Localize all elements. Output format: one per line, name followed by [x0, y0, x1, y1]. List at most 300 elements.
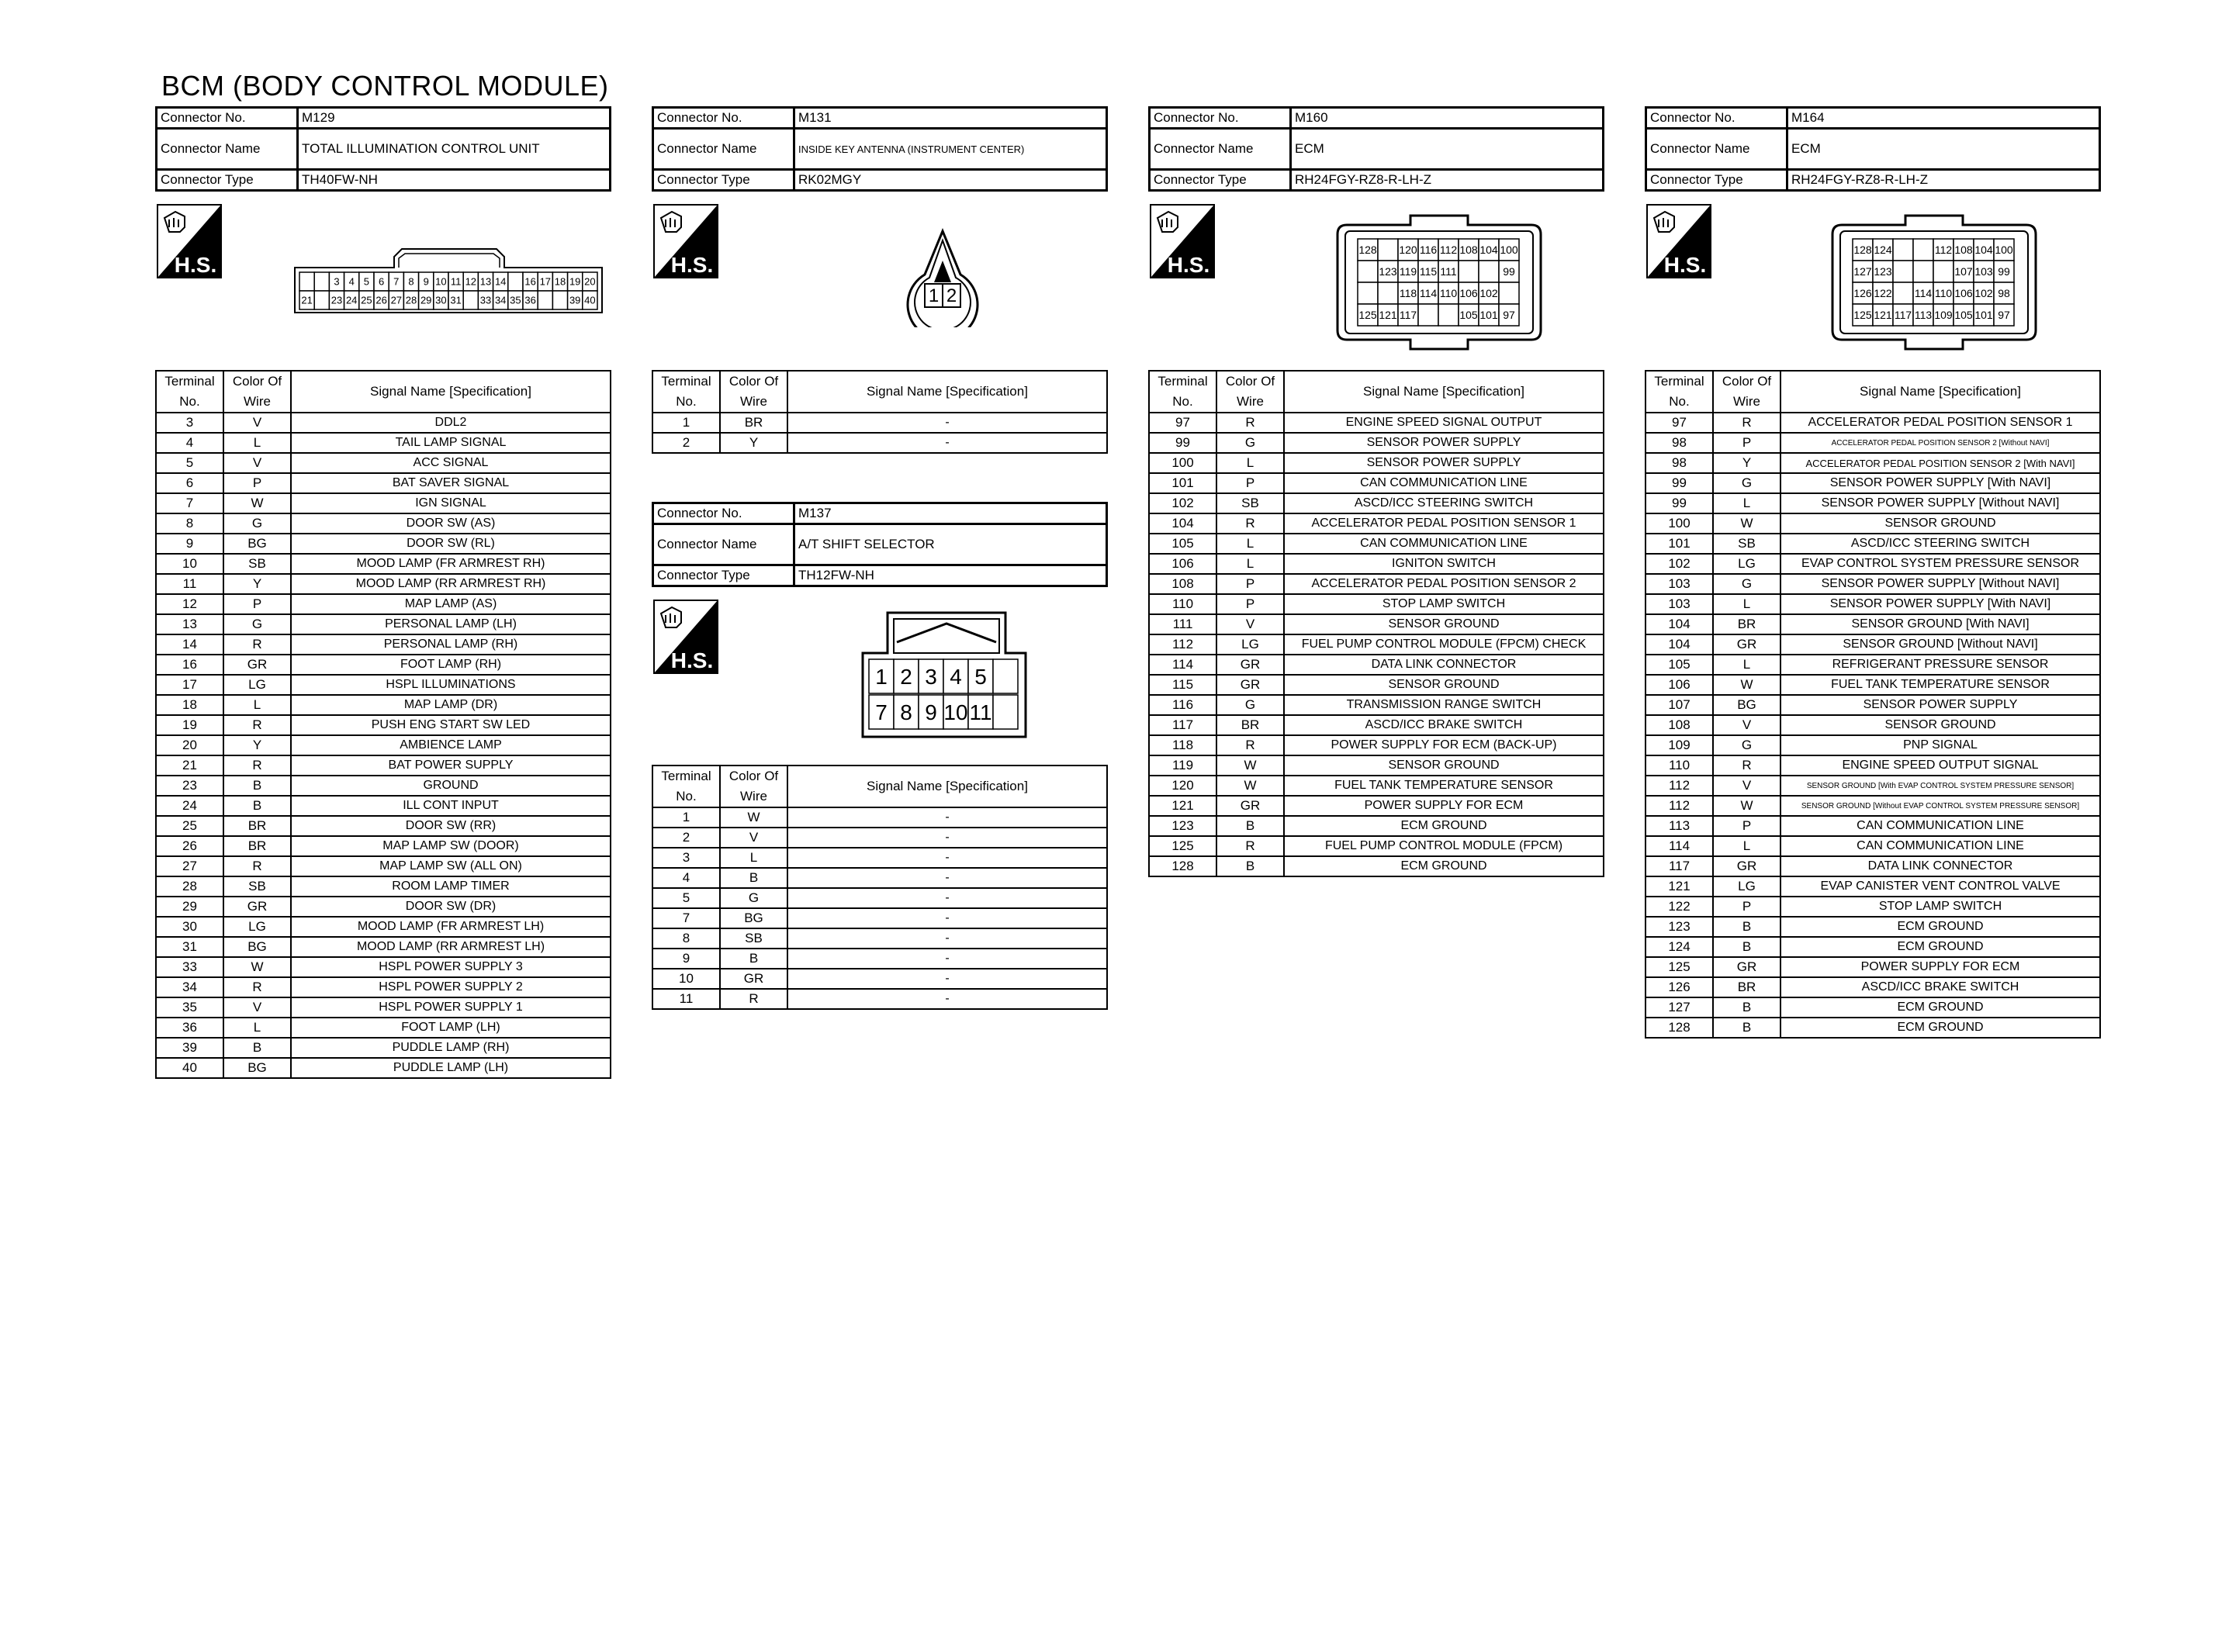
signal-name: MAP LAMP (AS) [291, 594, 611, 614]
table-row [156, 937, 611, 957]
table-row [156, 917, 611, 937]
wire-color: L [1216, 453, 1284, 473]
hs-label: H.S. [1663, 253, 1707, 277]
column-header-terminal: Terminal No. [652, 371, 720, 413]
signal-name: - [787, 888, 1107, 908]
terminal-no: 111 [1149, 614, 1216, 634]
connector-no-value: M164 [1787, 108, 2100, 129]
label-connector-no: Connector No. [157, 108, 298, 129]
cavity-label: 23 [330, 294, 343, 306]
label-connector-type: Connector Type [1150, 170, 1291, 191]
cavity [552, 291, 567, 309]
label-connector-no: Connector No. [1646, 108, 1787, 129]
terminal-no: 6 [156, 473, 223, 493]
cavity-label: 20 [584, 275, 596, 288]
label-connector-name: Connector Name [157, 129, 298, 170]
signal-name: - [787, 807, 1107, 828]
table-row [1646, 695, 2100, 715]
table-row [1149, 655, 1604, 675]
terminal-no: 125 [1149, 836, 1216, 856]
table-row [1646, 513, 2100, 534]
cavity [299, 272, 314, 291]
table-row [1149, 554, 1604, 574]
cavity-label: 40 [584, 294, 596, 306]
cavity [1893, 239, 1913, 261]
terminal-no: 8 [156, 513, 223, 534]
terminal-no: 107 [1646, 695, 1713, 715]
signal-name: PERSONAL LAMP (RH) [291, 634, 611, 655]
cavity-label: 105 [1459, 309, 1478, 322]
table-row [156, 433, 611, 453]
terminal-no: 115 [1149, 675, 1216, 695]
cavity-label: 110 [1439, 287, 1458, 300]
wire-color: BG [223, 534, 291, 554]
wire-color: W [1713, 513, 1780, 534]
signal-name: SENSOR POWER SUPPLY [With NAVI] [1780, 473, 2100, 493]
table-row [1646, 957, 2100, 977]
column-header-signal: Signal Name [Specification] [787, 371, 1107, 413]
cavity-label: 98 [1998, 287, 2010, 300]
terminal-no: 1 [652, 807, 720, 828]
cavity-label: 8 [408, 275, 414, 288]
cavity-label: 104 [1974, 244, 1993, 257]
column-header-terminal: Terminal No. [1646, 371, 1713, 413]
cavity-label: 101 [1974, 309, 1993, 322]
signal-name: CAN COMMUNICATION LINE [1780, 816, 2100, 836]
table-row [156, 554, 611, 574]
cavity-label: 100 [1995, 244, 2013, 257]
terminal-no: 17 [156, 675, 223, 695]
cavity-label: 124 [1874, 244, 1892, 257]
wire-color: BG [720, 908, 787, 928]
wire-color: L [1216, 554, 1284, 574]
table-row [1646, 796, 2100, 816]
table-row [1149, 594, 1604, 614]
cavity-label: 111 [1440, 265, 1457, 278]
terminal-no: 121 [1646, 876, 1713, 897]
signal-name: ASCD/ICC BRAKE SWITCH [1284, 715, 1604, 735]
table-row [1646, 977, 2100, 997]
signal-name: ENGINE SPEED OUTPUT SIGNAL [1780, 755, 2100, 776]
wire-color: GR [1713, 634, 1780, 655]
cavity [1913, 261, 1933, 282]
wire-color: GR [1216, 675, 1284, 695]
cavity-label: 112 [1934, 244, 1953, 257]
cavity [314, 272, 329, 291]
cavity-label: 12 [465, 275, 477, 288]
terminal-no: 127 [1646, 997, 1713, 1018]
terminal-no: 98 [1646, 453, 1713, 473]
table-row [1646, 534, 2100, 554]
signal-name: ECM GROUND [1780, 1018, 2100, 1038]
table-row [652, 807, 1107, 828]
signal-name: ACCELERATOR PEDAL POSITION SENSOR 2 [With NAVI] [1780, 453, 2100, 473]
harness-side-icon [653, 204, 718, 278]
cavity-label: 106 [1459, 287, 1478, 300]
cavity [1479, 261, 1499, 282]
table-row [1646, 634, 2100, 655]
wire-color: W [1216, 755, 1284, 776]
signal-name: MAP LAMP SW (ALL ON) [291, 856, 611, 876]
terminal-no: 100 [1149, 453, 1216, 473]
signal-name: HSPL POWER SUPPLY 3 [291, 957, 611, 977]
cavity-label: 114 [1914, 287, 1933, 300]
table-row [156, 695, 611, 715]
signal-name: EVAP CANISTER VENT CONTROL VALVE [1780, 876, 2100, 897]
signal-name: IGN SIGNAL [291, 493, 611, 513]
terminal-no: 120 [1149, 776, 1216, 796]
signal-name: STOP LAMP SWITCH [1284, 594, 1604, 614]
cavity-label: 100 [1500, 244, 1518, 257]
cavity-label: 126 [1853, 287, 1872, 300]
terminal-no: 36 [156, 1018, 223, 1038]
table-row [156, 997, 611, 1018]
table-row [1149, 695, 1604, 715]
cavity [993, 695, 1018, 729]
table-row [1646, 816, 2100, 836]
connector-header-m137 [652, 502, 1108, 587]
label-connector-type: Connector Type [653, 170, 794, 191]
wire-color: G [223, 513, 291, 534]
table-row [156, 776, 611, 796]
terminal-no: 110 [1646, 755, 1713, 776]
terminal-no: 104 [1149, 513, 1216, 534]
connector-name-value: ECM [1291, 129, 1604, 170]
wire-color: GR [1216, 655, 1284, 675]
signal-name: MAP LAMP (DR) [291, 695, 611, 715]
signal-name: DOOR SW (DR) [291, 897, 611, 917]
signal-name: ASCD/ICC STEERING SWITCH [1284, 493, 1604, 513]
cavity-label: 25 [361, 294, 372, 306]
signal-name: ACCELERATOR PEDAL POSITION SENSOR 1 [1780, 413, 2100, 433]
wire-color: G [1216, 695, 1284, 715]
signal-name: CAN COMMUNICATION LINE [1284, 534, 1604, 554]
column-header-signal: Signal Name [Specification] [1284, 371, 1604, 413]
signal-name: ENGINE SPEED SIGNAL OUTPUT [1284, 413, 1604, 433]
signal-name: SENSOR POWER SUPPLY [1780, 695, 2100, 715]
signal-name: DOOR SW (RR) [291, 816, 611, 836]
cavity [1913, 239, 1933, 261]
connector-type-value: RH24FGY-RZ8-R-LH-Z [1291, 170, 1604, 191]
wire-color: R [1713, 413, 1780, 433]
wire-color: BR [1713, 614, 1780, 634]
connector-type-value: RH24FGY-RZ8-R-LH-Z [1787, 170, 2100, 191]
table-row [156, 735, 611, 755]
cavity-label: 114 [1419, 287, 1438, 300]
terminal-no: 118 [1149, 735, 1216, 755]
signal-name: ASCD/ICC STEERING SWITCH [1780, 534, 2100, 554]
cavity-label: 104 [1479, 244, 1498, 257]
wire-color: R [223, 856, 291, 876]
signal-name: ECM GROUND [1284, 816, 1604, 836]
signal-name: - [787, 949, 1107, 969]
signal-name: ECM GROUND [1780, 937, 2100, 957]
terminal-no: 5 [652, 888, 720, 908]
signal-name: SENSOR GROUND [Without EVAP CONTROL SYSTEM PRESSURE SENSOR] [1780, 796, 2100, 816]
signal-name: STOP LAMP SWITCH [1780, 897, 2100, 917]
signal-name: SENSOR GROUND [1284, 675, 1604, 695]
cavity-label: 105 [1954, 309, 1973, 322]
cavity-label: 29 [420, 294, 432, 306]
wire-color: V [720, 828, 787, 848]
cavity-label: 26 [375, 294, 387, 306]
cavity-label: 121 [1874, 309, 1892, 322]
table-row [1149, 433, 1604, 453]
column-header-signal: Signal Name [Specification] [291, 371, 611, 413]
terminal-no: 128 [1149, 856, 1216, 876]
table-row [1646, 655, 2100, 675]
terminal-no: 14 [156, 634, 223, 655]
terminal-no: 100 [1646, 513, 1713, 534]
table-row [1646, 554, 2100, 574]
column-header-color: Color Of Wire [1216, 371, 1284, 413]
wire-color: L [1713, 836, 1780, 856]
signal-name: SENSOR POWER SUPPLY [1284, 453, 1604, 473]
table-row [652, 989, 1107, 1009]
terminal-no: 102 [1646, 554, 1713, 574]
table-row [156, 574, 611, 594]
page-title: BCM (BODY CONTROL MODULE) [161, 70, 609, 102]
wire-color: V [223, 413, 291, 433]
wire-color: Y [223, 735, 291, 755]
signal-name: POWER SUPPLY FOR ECM [1780, 957, 2100, 977]
terminal-no: 121 [1149, 796, 1216, 816]
terminal-no: 105 [1646, 655, 1713, 675]
table-row [156, 413, 611, 433]
cavity [1378, 239, 1398, 261]
terminal-no: 4 [156, 433, 223, 453]
cavity-label: 103 [1974, 265, 1993, 278]
table-row [156, 675, 611, 695]
cavity-label: 17 [539, 275, 552, 288]
wire-color: L [223, 433, 291, 453]
wire-color: P [1713, 816, 1780, 836]
terminal-no: 12 [156, 594, 223, 614]
connector-type-value: TH12FW-NH [794, 565, 1107, 586]
table-row [1646, 755, 2100, 776]
signal-name: PUSH ENG START SW LED [291, 715, 611, 735]
table-row [156, 655, 611, 675]
table-row [156, 493, 611, 513]
connector-name-value: ECM [1787, 129, 2100, 170]
connector-name-value: TOTAL ILLUMINATION CONTROL UNIT [298, 129, 611, 170]
table-row [1149, 413, 1604, 433]
connector-name-value: A/T SHIFT SELECTOR [794, 524, 1107, 565]
signal-name: ECM GROUND [1780, 917, 2100, 937]
wire-color: GR [1216, 796, 1284, 816]
wire-color: SB [720, 928, 787, 949]
wire-color: L [1713, 493, 1780, 513]
signal-name: BAT POWER SUPPLY [291, 755, 611, 776]
harness-side-icon [157, 204, 222, 278]
terminal-no: 9 [156, 534, 223, 554]
terminal-no: 97 [1149, 413, 1216, 433]
wire-color: P [223, 473, 291, 493]
wire-color: G [720, 888, 787, 908]
signal-name: IGNITON SWITCH [1284, 554, 1604, 574]
terminal-no: 97 [1646, 413, 1713, 433]
wire-color: R [223, 755, 291, 776]
label-connector-type: Connector Type [157, 170, 298, 191]
wire-color: B [1216, 816, 1284, 836]
label-connector-name: Connector Name [653, 524, 794, 565]
cavity [1893, 282, 1913, 304]
terminal-no: 112 [1646, 776, 1713, 796]
signal-name: REFRIGERANT PRESSURE SENSOR [1780, 655, 2100, 675]
connector-type-value: TH40FW-NH [298, 170, 611, 191]
terminal-no: 31 [156, 937, 223, 957]
terminal-no: 122 [1646, 897, 1713, 917]
table-row [652, 868, 1107, 888]
cavity-label: 127 [1853, 265, 1872, 278]
table-row [156, 897, 611, 917]
terminal-no: 99 [1149, 433, 1216, 453]
signal-name: FOOT LAMP (LH) [291, 1018, 611, 1038]
wire-color: P [1713, 897, 1780, 917]
terminal-no: 8 [652, 928, 720, 949]
terminal-no: 126 [1646, 977, 1713, 997]
wire-color: LG [1713, 876, 1780, 897]
terminal-no: 35 [156, 997, 223, 1018]
signal-name: FUEL PUMP CONTROL MODULE (FPCM) [1284, 836, 1604, 856]
wire-color: V [1713, 715, 1780, 735]
terminal-no: 16 [156, 655, 223, 675]
table-row [1646, 876, 2100, 897]
wire-color: LG [223, 675, 291, 695]
terminal-no: 102 [1149, 493, 1216, 513]
table-row [1149, 634, 1604, 655]
column-header-terminal: Terminal No. [156, 371, 223, 413]
signal-name: ACCELERATOR PEDAL POSITION SENSOR 2 [Without NAVI] [1780, 433, 2100, 453]
signal-name: ECM GROUND [1780, 997, 2100, 1018]
hs-label: H.S. [174, 253, 217, 277]
harness-side-icon [1150, 204, 1215, 278]
cavity-label: 33 [479, 294, 492, 306]
table-row [1646, 594, 2100, 614]
terminal-no: 101 [1149, 473, 1216, 493]
signal-name: SENSOR GROUND [With NAVI] [1780, 614, 2100, 634]
terminal-no: 21 [156, 755, 223, 776]
cavity-label: 108 [1954, 244, 1973, 257]
signal-name: DOOR SW (RL) [291, 534, 611, 554]
terminal-no: 124 [1646, 937, 1713, 957]
cavity [1438, 304, 1459, 326]
cavity-label: 121 [1379, 309, 1397, 322]
cavity-label: 9 [423, 275, 429, 288]
column-header-terminal: Terminal No. [1149, 371, 1216, 413]
cavity [1358, 282, 1378, 304]
terminal-no: 104 [1646, 634, 1713, 655]
signal-name: - [787, 828, 1107, 848]
terminal-no: 98 [1646, 433, 1713, 453]
wire-color: W [1216, 776, 1284, 796]
terminal-no: 114 [1646, 836, 1713, 856]
wire-color: R [1216, 836, 1284, 856]
cavity [314, 291, 329, 309]
signal-name: DOOR SW (AS) [291, 513, 611, 534]
terminal-no: 7 [156, 493, 223, 513]
terminal-no: 3 [652, 848, 720, 868]
cavity-label: 11 [969, 700, 992, 725]
signal-name: FUEL PUMP CONTROL MODULE (FPCM) CHECK [1284, 634, 1604, 655]
wire-color: R [1713, 755, 1780, 776]
terminal-no: 10 [156, 554, 223, 574]
cavity-label: 5 [363, 275, 370, 288]
cavity-label: 8 [900, 700, 912, 725]
signal-name: POWER SUPPLY FOR ECM (BACK-UP) [1284, 735, 1604, 755]
wire-color: GR [223, 897, 291, 917]
table-row [156, 957, 611, 977]
cavity-label: 4 [348, 275, 355, 288]
signal-name: PUDDLE LAMP (LH) [291, 1058, 611, 1078]
terminal-no: 27 [156, 856, 223, 876]
cavity-label: 2 [946, 285, 957, 306]
connector-header-m164 [1645, 106, 2101, 192]
cavity-label: 24 [345, 294, 358, 306]
table-row [156, 634, 611, 655]
table-row [156, 1018, 611, 1038]
table-row [1149, 836, 1604, 856]
cavity-label: 99 [1503, 265, 1515, 278]
column-header-color: Color Of Wire [1713, 371, 1780, 413]
cavity-label: 102 [1974, 287, 1993, 300]
cavity-label: 6 [378, 275, 385, 288]
wire-color: BR [223, 816, 291, 836]
connector-face-m160 [1334, 214, 1544, 351]
cavity-label: 7 [393, 275, 400, 288]
wire-color: L [1216, 534, 1284, 554]
harness-side-icon [1646, 204, 1711, 278]
table-row [652, 828, 1107, 848]
wire-color: LG [223, 917, 291, 937]
wire-color: V [223, 997, 291, 1018]
cavity-label: 39 [569, 294, 581, 306]
table-row [156, 836, 611, 856]
table-row [1149, 755, 1604, 776]
signal-name: TRANSMISSION RANGE SWITCH [1284, 695, 1604, 715]
table-row [1149, 453, 1604, 473]
connector-header-m131 [652, 106, 1108, 192]
cavity [538, 291, 552, 309]
terminal-no: 101 [1646, 534, 1713, 554]
terminal-no: 30 [156, 917, 223, 937]
wire-color: BG [223, 937, 291, 957]
table-row [156, 473, 611, 493]
wire-color: Y [720, 433, 787, 453]
signal-name: CAN COMMUNICATION LINE [1284, 473, 1604, 493]
wire-color: SB [1216, 493, 1284, 513]
signal-name: MOOD LAMP (RR ARMREST RH) [291, 574, 611, 594]
signal-name: DDL2 [291, 413, 611, 433]
signal-name: AMBIENCE LAMP [291, 735, 611, 755]
cavity-label: 99 [1998, 265, 2010, 278]
wire-color: W [223, 493, 291, 513]
table-row [1149, 735, 1604, 755]
signal-name: HSPL POWER SUPPLY 2 [291, 977, 611, 997]
cavity [1933, 261, 1954, 282]
signal-name: - [787, 989, 1107, 1009]
terminal-no: 20 [156, 735, 223, 755]
pin-table-m131 [652, 370, 1108, 454]
signal-name: MOOD LAMP (RR ARMREST LH) [291, 937, 611, 957]
cavity-label: 4 [950, 665, 962, 689]
signal-name: - [787, 969, 1107, 989]
terminal-no: 123 [1149, 816, 1216, 836]
column-header-color: Color Of Wire [223, 371, 291, 413]
table-row [1646, 1018, 2100, 1038]
signal-name: SENSOR POWER SUPPLY [With NAVI] [1780, 594, 2100, 614]
table-row [1646, 453, 2100, 473]
